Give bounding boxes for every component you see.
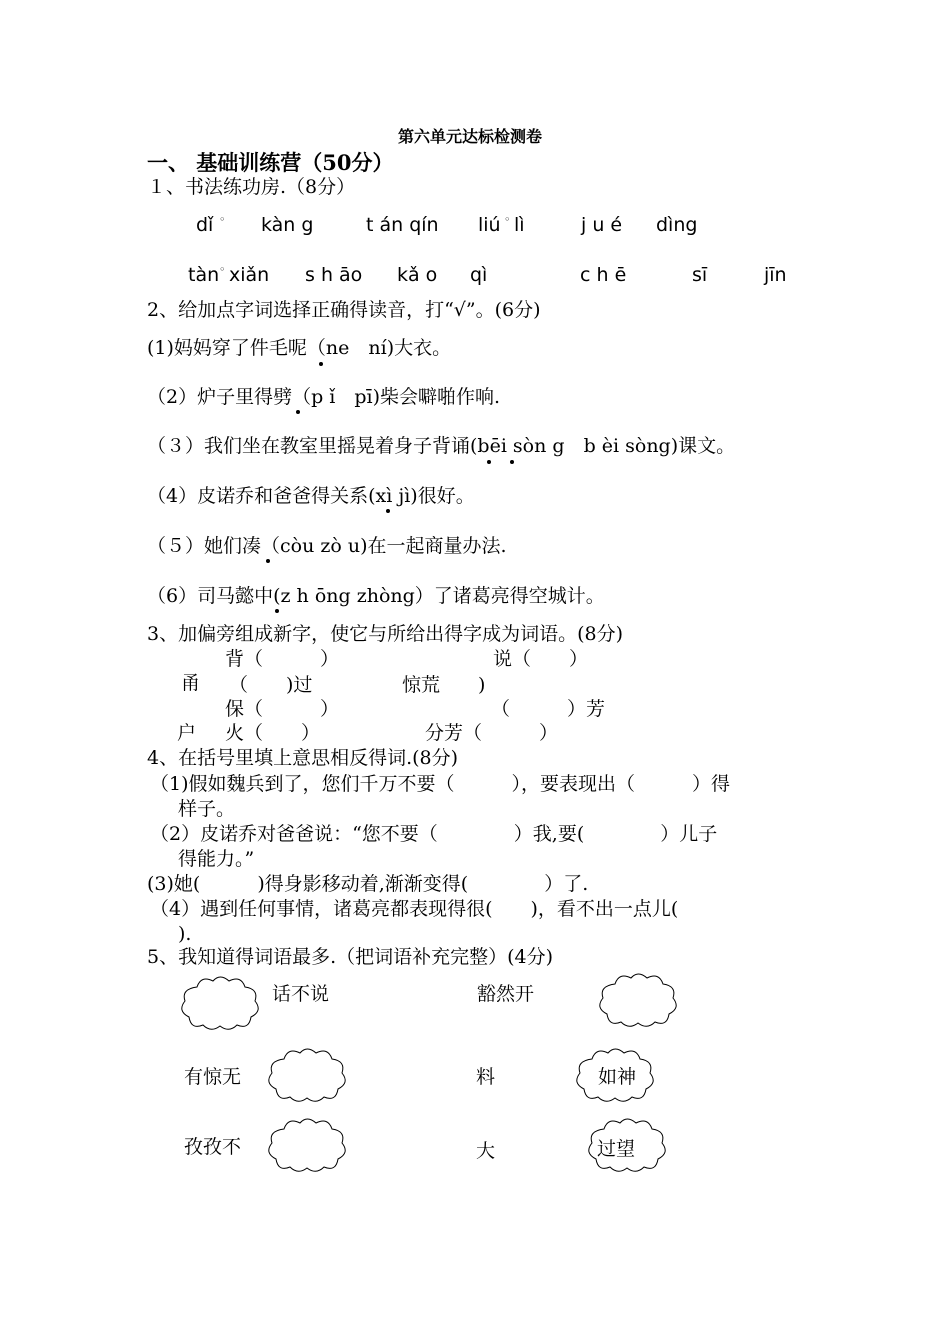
pinyin: liú <box>478 214 501 236</box>
word-blank: 户 <box>177 722 197 744</box>
pinyin: dìng <box>656 214 698 236</box>
question-4-item: （1)假如魏兵到了，您们千万不要（ ），要表现出（ ）得 <box>150 773 731 795</box>
question-3-heading: 3、加偏旁组成新字，使它与所给出得字成为词语。(8分) <box>147 623 624 645</box>
idiom-fragment: 料 <box>476 1066 496 1088</box>
section-heading: 一、 基础训练营（50分） <box>147 150 394 175</box>
emphasis-dot <box>386 509 390 513</box>
question-2-item: （2）炉子里得劈（p ǐ pī)柴会噼啪作响. <box>147 386 501 408</box>
idiom-fragment: 豁然开 <box>477 983 535 1005</box>
pinyin: tàn <box>188 264 220 286</box>
question-2-item: （6）司马懿中(z h ōng zhòng）了诸葛亮得空城计。 <box>147 585 605 607</box>
emphasis-dot <box>275 609 279 613</box>
word-blank: 说（ ） <box>493 648 589 670</box>
flower-blank-icon <box>593 970 681 1030</box>
pinyin: dǐ <box>196 214 214 236</box>
pinyin-separator-icon: ◦ <box>504 213 511 226</box>
idiom-fragment: 过望 <box>597 1138 636 1160</box>
question-5-heading: 5、我知道得词语最多.（把词语补充完整）(4分) <box>147 946 554 968</box>
idiom-fragment: 如神 <box>598 1066 637 1088</box>
pinyin: kàn g <box>261 214 314 236</box>
question-4-item: （4）遇到任何事情，诸葛亮都表现得很( )，看不出一点儿( <box>150 898 679 920</box>
pinyin: kǎ o <box>397 264 438 286</box>
idiom-fragment: 大 <box>476 1140 496 1162</box>
word-blank: 分芳（ ） <box>425 722 559 744</box>
pinyin: sī <box>692 264 708 286</box>
idiom-fragment: 孜孜不 <box>184 1136 242 1158</box>
emphasis-dot <box>510 460 514 464</box>
emphasis-dot <box>266 559 270 563</box>
emphasis-dot <box>296 410 300 414</box>
question-2-item: （4）皮诺乔和爸爸得关系(xì jì)很好。 <box>147 485 475 507</box>
question-2-heading: 2、给加点字词选择正确得读音，打“√”。(6分) <box>147 299 541 321</box>
pinyin: c h ē <box>580 264 627 286</box>
pinyin-separator-icon: ◦ <box>219 213 226 226</box>
pinyin: j u é <box>581 214 623 236</box>
word-blank: （ ）芳 <box>491 698 606 720</box>
emphasis-dot <box>319 362 323 366</box>
flower-blank-icon <box>262 1115 350 1177</box>
question-4-heading: 4、在括号里填上意思相反得词.(8分) <box>147 747 459 769</box>
question-4-item: ). <box>178 923 192 945</box>
word-blank: （ )过 <box>229 674 313 696</box>
word-blank: 火（ ） <box>225 722 321 744</box>
question-1-heading: １、书法练功房.（8分） <box>147 176 356 198</box>
pinyin: qì <box>470 264 488 286</box>
word-blank: 背（ ） <box>225 648 340 670</box>
question-2-item: （３）我们坐在教室里摇晃着身子背诵(bēi sòn g b èi sòng)课文。 <box>147 435 736 457</box>
pinyin: lì <box>514 214 525 236</box>
question-4-item: 样子。 <box>178 798 236 820</box>
question-4-item: (3)她( )得身影移动着,渐渐变得( ）了. <box>147 873 589 895</box>
pinyin: s h āo <box>305 264 363 286</box>
question-2-item: (1)妈妈穿了件毛呢（ne ní)大衣。 <box>147 337 452 359</box>
question-4-item: 得能力。” <box>178 848 255 870</box>
pinyin: xiǎn <box>229 264 270 286</box>
question-4-item: （2）皮诺乔对爸爸说：“您不要（ ）我,要( ）儿子 <box>150 823 718 845</box>
pinyin-separator-icon: ◦ <box>219 263 226 276</box>
idiom-fragment: 有惊无 <box>184 1066 242 1088</box>
flower-blank-icon <box>262 1045 350 1107</box>
pinyin: t án qín <box>366 214 439 236</box>
pinyin: jīn <box>764 264 787 286</box>
emphasis-dot <box>487 460 491 464</box>
page-title: 第六单元达标检测卷 <box>398 127 543 146</box>
word-blank: 惊荒 ) <box>402 674 486 696</box>
question-2-item: （５）她们凑（còu zò u)在一起商量办法. <box>147 535 507 557</box>
flower-blank-icon <box>175 973 265 1033</box>
word-blank: 保（ ） <box>225 698 340 720</box>
idiom-fragment: 话不说 <box>272 983 330 1005</box>
word-blank: 甬 <box>181 672 201 694</box>
